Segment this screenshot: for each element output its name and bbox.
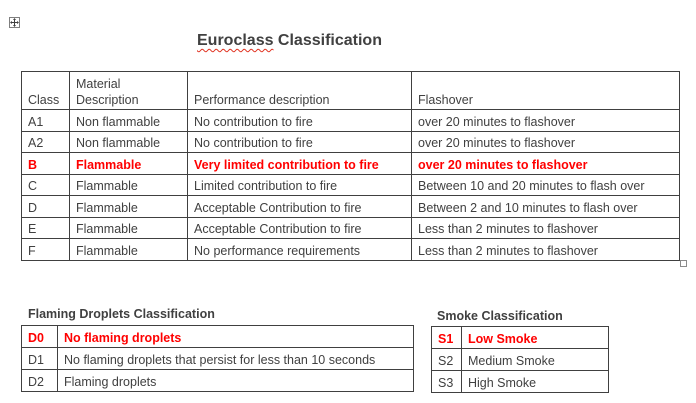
cell-description: Low Smoke (462, 327, 609, 349)
cell-description: No flaming droplets that persist for less than 10 seconds (58, 348, 414, 370)
cell-flashover: over 20 minutes to flashover (412, 153, 680, 175)
header-description: Description (76, 93, 139, 107)
cell-description: Flaming droplets (58, 370, 414, 392)
cell-performance: Acceptable Contribution to fire (188, 196, 412, 218)
cell-flashover: Between 10 and 20 minutes to flash over (412, 174, 680, 196)
title-suffix: Classification (273, 32, 382, 49)
table-row-highlighted (22, 153, 680, 175)
cell-material: Flammable (70, 153, 188, 175)
cell-description: No flaming droplets (58, 326, 414, 348)
cell-code: D2 (22, 370, 58, 392)
smoke-table (431, 326, 609, 393)
table-row (432, 371, 609, 393)
header-class: Class (22, 72, 70, 110)
cell-code: S3 (432, 371, 462, 393)
page-title (197, 32, 382, 50)
header-material-description (70, 72, 188, 110)
table-row-highlighted (22, 326, 414, 348)
title-prefix: Euroclass (197, 32, 274, 49)
cell-class: A2 (22, 131, 70, 153)
table-row (22, 217, 680, 239)
cell-performance: No performance requirements (188, 239, 412, 261)
cell-description: Medium Smoke (462, 349, 609, 371)
table-row (22, 196, 680, 218)
cell-class: A1 (22, 110, 70, 132)
cell-code: S1 (432, 327, 462, 349)
cell-material: Flammable (70, 239, 188, 261)
cell-description: High Smoke (462, 371, 609, 393)
table-row (22, 174, 680, 196)
table-row-highlighted (432, 327, 609, 349)
table-header-row (22, 72, 680, 110)
header-performance: Performance description (188, 72, 412, 110)
cell-material: Flammable (70, 174, 188, 196)
cell-class: D (22, 196, 70, 218)
cell-performance: No contribution to fire (188, 131, 412, 153)
table-row (432, 349, 609, 371)
header-flashover: Flashover (412, 72, 680, 110)
cell-code: D0 (22, 326, 58, 348)
table-row (22, 131, 680, 153)
cell-code: S2 (432, 349, 462, 371)
cell-material: Non flammable (70, 110, 188, 132)
cell-flashover: Less than 2 minutes to flashover (412, 239, 680, 261)
header-material: Material (76, 77, 121, 91)
cell-code: D1 (22, 348, 58, 370)
droplets-section-title: Flaming Droplets Classification (28, 307, 215, 321)
smoke-section-title: Smoke Classification (437, 309, 563, 323)
cell-performance: No contribution to fire (188, 110, 412, 132)
cell-flashover: Less than 2 minutes to flashover (412, 217, 680, 239)
euroclass-table (21, 71, 680, 261)
cell-flashover: Between 2 and 10 minutes to flash over (412, 196, 680, 218)
table-row (22, 348, 414, 370)
cell-class: E (22, 217, 70, 239)
cell-performance: Limited contribution to fire (188, 174, 412, 196)
droplets-table (21, 325, 414, 392)
cell-class: C (22, 174, 70, 196)
table-row (22, 370, 414, 392)
table-row (22, 110, 680, 132)
table-resize-handle-icon[interactable] (680, 260, 687, 267)
table-row (22, 239, 680, 261)
table-move-handle-icon[interactable] (9, 17, 20, 28)
cell-flashover: over 20 minutes to flashover (412, 131, 680, 153)
cell-material: Flammable (70, 217, 188, 239)
cell-material: Non flammable (70, 131, 188, 153)
cell-class: B (22, 153, 70, 175)
cell-performance: Very limited contribution to fire (188, 153, 412, 175)
cell-class: F (22, 239, 70, 261)
cell-material: Flammable (70, 196, 188, 218)
cell-flashover: over 20 minutes to flashover (412, 110, 680, 132)
cell-performance: Acceptable Contribution to fire (188, 217, 412, 239)
